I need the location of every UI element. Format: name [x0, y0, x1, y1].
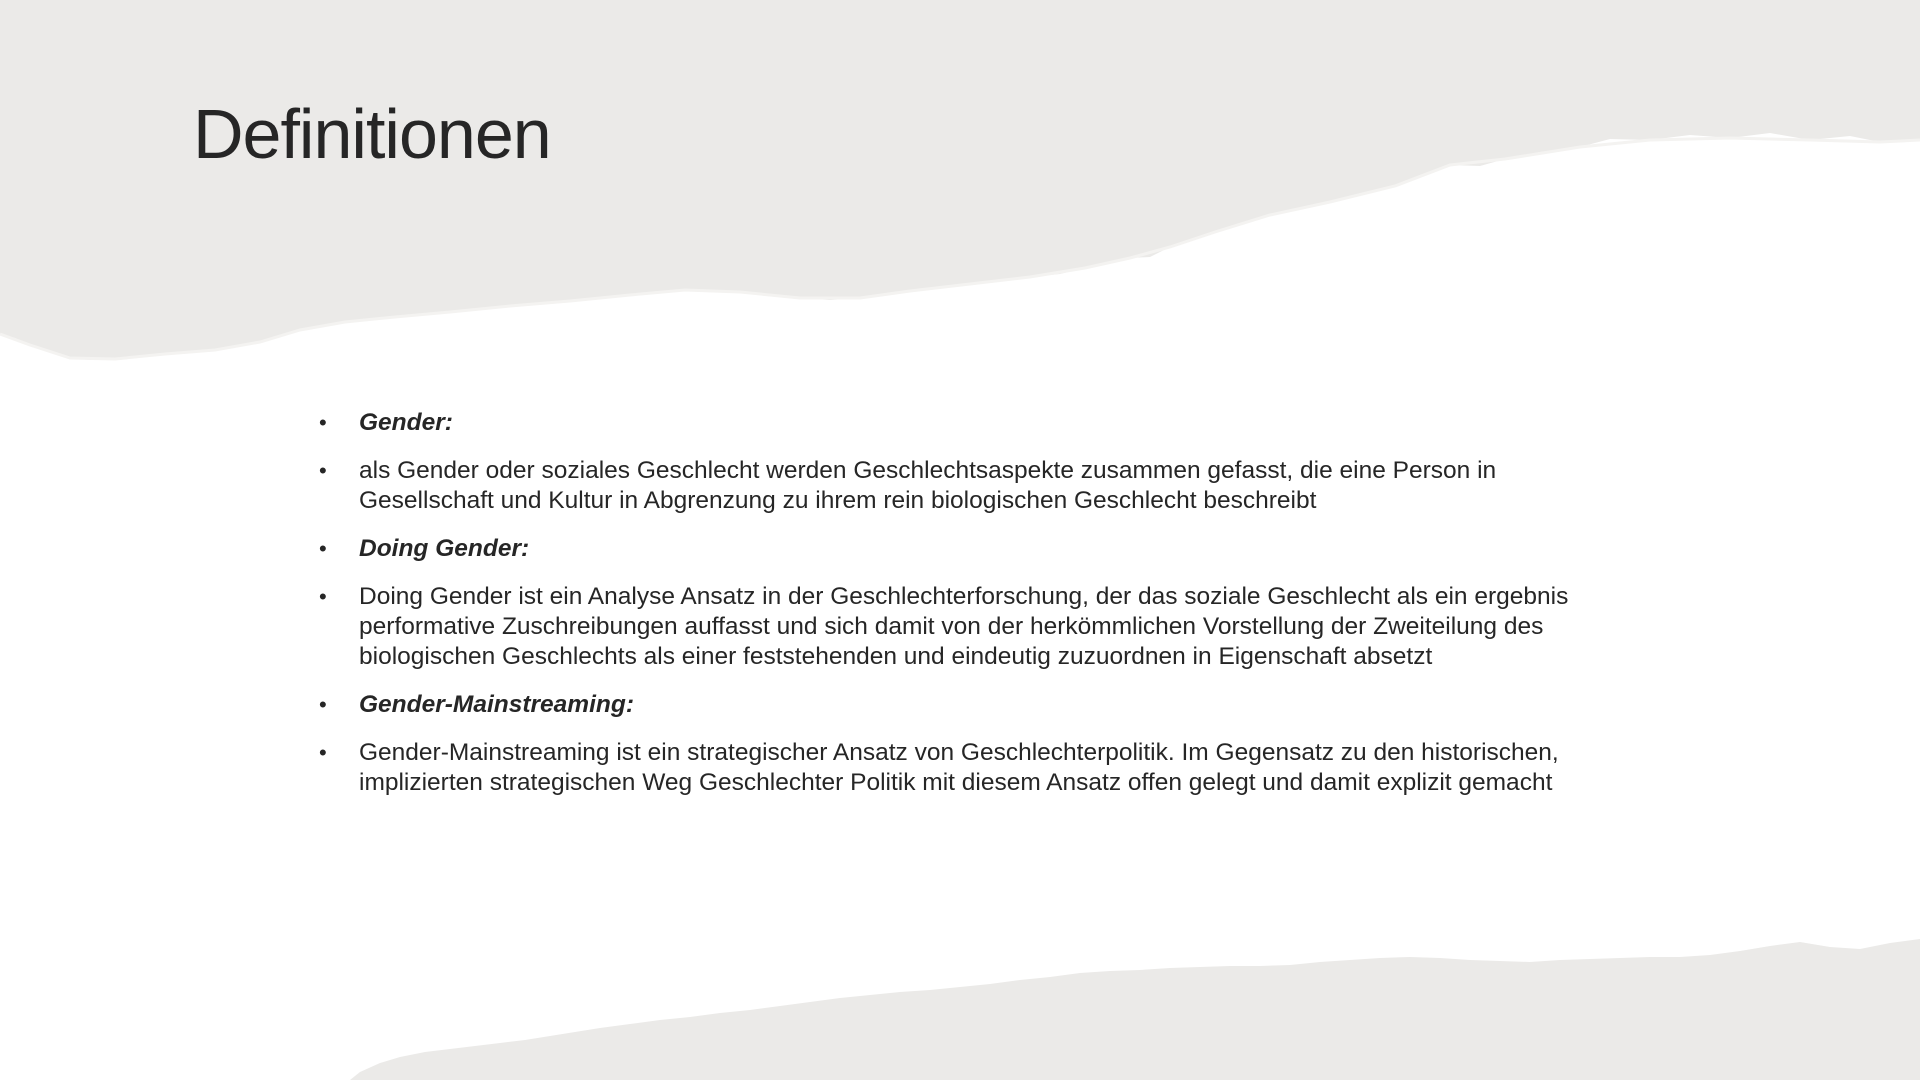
list-item-doing-gender-definition	[319, 582, 1619, 672]
bullet-icon: •	[319, 584, 327, 609]
torn-paper-top	[0, 0, 1920, 360]
list-item-gender-mainstreaming-definition	[319, 738, 1619, 798]
list-item-text: Gender-Mainstreaming ist ein strategischer Ansatz von Geschlechterpolitik. Im Gegensatz zu den historischen, implizierten strategischen Weg Geschlechter Politik mit diesem Ansatz offen gelegt und damit explizit gemacht	[359, 739, 1559, 796]
list-item-text: Gender:	[359, 409, 453, 436]
list-item-gender-mainstreaming-heading	[319, 690, 1619, 720]
bullet-icon: •	[319, 692, 327, 717]
definitions-content	[319, 408, 1619, 816]
bullet-icon: •	[319, 458, 327, 483]
slide-title: Definitionen	[193, 95, 551, 173]
bullet-icon: •	[319, 536, 327, 561]
torn-paper-bottom	[350, 939, 1920, 1080]
list-item-text: Doing Gender:	[359, 535, 530, 562]
list-item-gender-definition	[319, 456, 1619, 516]
list-item-text: Gender-Mainstreaming:	[359, 691, 634, 718]
list-item-text: Doing Gender ist ein Analyse Ansatz in der Geschlechterforschung, der das soziale Geschlecht als ein ergebnis performative Zuschreibungen auffasst und sich damit von der herkömmlichen Vorstellung der Zweiteilung des biologischen Geschlechts als einer feststehenden und eindeutig zuzuordnen in Eigenschaft absetzt	[359, 583, 1569, 670]
list-item-text: als Gender oder soziales Geschlecht werden Geschlechtsaspekte zusammen gefasst, die eine Person in Gesellschaft und Kultur in Abgrenzung zu ihrem rein biologischen Geschlecht beschreibt	[359, 457, 1497, 514]
list-item-doing-gender-heading	[319, 534, 1619, 564]
bullet-icon: •	[319, 410, 327, 435]
definitions-list	[319, 408, 1619, 798]
bullet-icon: •	[319, 740, 327, 765]
list-item-gender-heading	[319, 408, 1619, 438]
